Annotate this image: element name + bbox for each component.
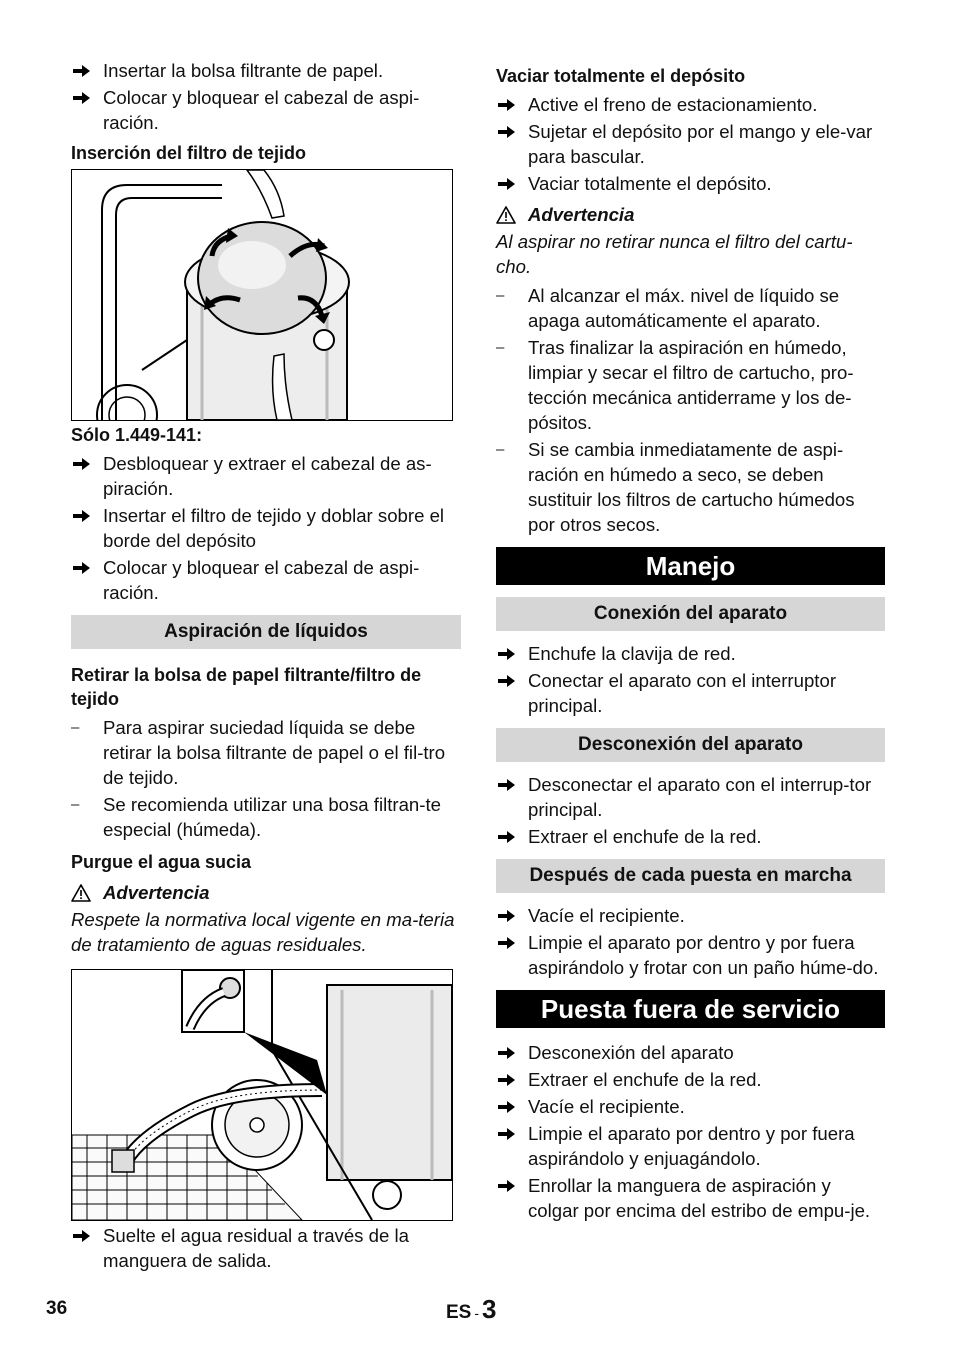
step-item: Vacíe el recipiente. bbox=[496, 1094, 885, 1119]
remove-heading: Retirar la bolsa de papel filtrante/filtro de tejido bbox=[71, 665, 422, 709]
dash-icon: – bbox=[71, 796, 80, 813]
step-item: Enrollar la manguera de aspiración y colgar por encima del estribo de empu-je. bbox=[496, 1173, 885, 1223]
warning-title: Advertencia bbox=[496, 202, 885, 227]
note-item: – Al alcanzar el máx. nivel de líquido se apaga automáticamente el aparato. bbox=[496, 285, 840, 331]
section-bar-disconnect: Desconexión del aparato bbox=[496, 728, 885, 762]
section-number: 3 bbox=[482, 1294, 497, 1324]
step-item: Conectar el aparato con el interruptor principal. bbox=[496, 668, 885, 718]
filter-illustration bbox=[71, 169, 453, 421]
dash-icon: – bbox=[496, 339, 505, 356]
section-bar-after-use: Después de cada puesta en marcha bbox=[496, 859, 885, 893]
step-item: Sujetar el depósito por el mango y ele-var para bascular. bbox=[496, 119, 885, 169]
step-item: Colocar y bloquear el cabezal de aspi-ración. bbox=[71, 85, 461, 135]
step-item: Colocar y bloquear el cabezal de aspi-ración. bbox=[71, 555, 461, 605]
step-item: Desconectar el aparato con el interrup-tor principal. bbox=[496, 772, 885, 822]
step-item: Enchufe la clavija de red. bbox=[496, 641, 885, 666]
warning-text: Respete la normativa local vigente en ma-teria de tratamiento de aguas residuales. bbox=[71, 909, 455, 955]
language-code: ES bbox=[446, 1302, 472, 1323]
warning-title: Advertencia bbox=[71, 880, 461, 905]
dash-icon: – bbox=[496, 441, 505, 458]
warning-icon bbox=[496, 206, 516, 224]
step-item: Vacíe el recipiente. bbox=[496, 903, 885, 928]
step-item: Insertar el filtro de tejido y doblar sobre el borde del depósito bbox=[71, 503, 461, 553]
step-item: Vaciar totalmente el depósito. bbox=[496, 171, 885, 196]
note-item: – Tras finalizar la aspiración en húmedo, limpiar y secar el filtro de cartucho, pro-tección mecánica antiderrame y los de-pósitos. bbox=[496, 337, 854, 433]
dash-icon: – bbox=[496, 287, 505, 304]
right-column bbox=[496, 58, 885, 1225]
empty-heading: Vaciar totalmente el depósito bbox=[496, 66, 746, 86]
warning-icon bbox=[71, 884, 91, 902]
step-item: Active el freno de estacionamiento. bbox=[496, 92, 885, 117]
step-item: Extraer el enchufe de la red. bbox=[496, 824, 885, 849]
step-item: Extraer el enchufe de la red. bbox=[496, 1067, 885, 1092]
solo-heading: Sólo 1.449-141: bbox=[71, 425, 203, 445]
note-item: – Para aspirar suciedad líquida se debe retirar la bolsa filtrante de papel o el fil-tro de tejido. bbox=[71, 717, 446, 788]
step-item: Limpie el aparato por dentro y por fuera aspirándolo y frotar con un paño húme-do. bbox=[496, 930, 885, 980]
purge-heading: Purgue el agua sucia bbox=[71, 852, 252, 872]
step-item: Desconexión del aparato bbox=[496, 1040, 885, 1065]
step-item: Limpie el aparato por dentro y por fuera aspirándolo y enjuagándolo. bbox=[496, 1121, 885, 1171]
page-number: 36 bbox=[46, 1298, 68, 1319]
section-bar-connect: Conexión del aparato bbox=[496, 597, 885, 631]
step-item: Suelte el agua residual a través de la manguera de salida. bbox=[71, 1223, 461, 1273]
section-bar-manejo: Manejo bbox=[496, 547, 885, 585]
note-item: – Si se cambia inmediatamente de aspi-ración en húmedo a seco, se deben sustituir los filtros de cartucho húmedos por otros secos. bbox=[496, 439, 855, 535]
warning-text: Al aspirar no retirar nunca el filtro del cartu-cho. bbox=[496, 231, 853, 277]
left-column bbox=[71, 58, 461, 1275]
filter-heading: Inserción del filtro de tejido bbox=[71, 143, 307, 163]
drain-illustration bbox=[71, 969, 453, 1221]
note-item: – Se recomienda utilizar una bosa filtran-te especial (húmeda). bbox=[71, 794, 441, 840]
section-bar-liquids: Aspiración de líquidos bbox=[71, 615, 461, 649]
section-bar-out-of-service: Puesta fuera de servicio bbox=[496, 990, 885, 1028]
dash-icon: – bbox=[71, 719, 80, 736]
language-marker bbox=[446, 1294, 497, 1325]
separator: - bbox=[474, 1305, 480, 1321]
step-item: Insertar la bolsa filtrante de papel. bbox=[71, 58, 461, 83]
step-item: Desbloquear y extraer el cabezal de as-piración. bbox=[71, 451, 461, 501]
